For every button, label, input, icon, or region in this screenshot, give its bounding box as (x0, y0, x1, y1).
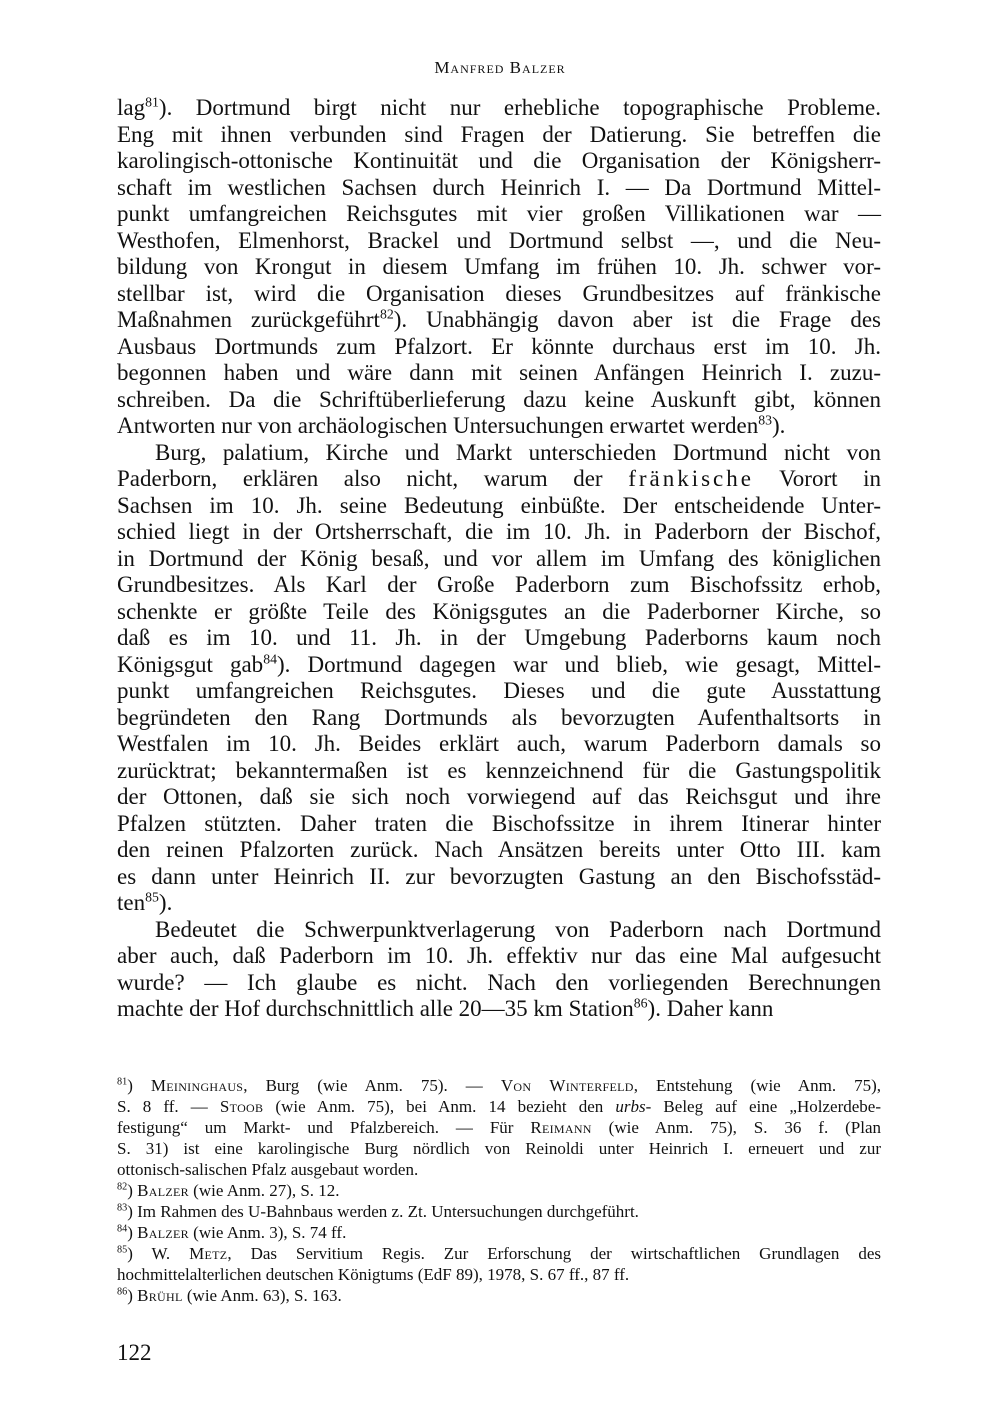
running-header: Manfred Balzer (434, 58, 566, 77)
footnotes (117, 1075, 881, 1306)
footnote-84: $^{84}$) Balzer (wie Anm. 3), S. 74 ff. (117, 1223, 347, 1242)
footnote-marker: 86 (117, 1286, 128, 1298)
footnote-reference: 86 (633, 995, 648, 1011)
author-name: Balzer (137, 1181, 189, 1200)
body-line: schaft im westlichen Sachsen durch Heinrich I. — Da Dortmund Mittel- (117, 174, 881, 200)
footnote-86: $^{86}$) Brühl (wie Anm. 63), S. 163. (117, 1286, 342, 1305)
body-line: ten$^{85}$). (117, 889, 173, 915)
footnote-81-line-2: S. 8 ff. — Stoob (wie Anm. 75), bei Anm. 14 bezieht den urbs- Beleg auf eine „Holzerdebe- (117, 1097, 881, 1116)
body-line: lag$^{81}$). Dortmund birgt nicht nur erhebliche topographische Probleme. (117, 94, 881, 120)
author-name: Reimann (530, 1118, 592, 1137)
body-line: Pfalzen stützten. Daher traten die Bischofssitze in ihrem Itinerar hinter (117, 810, 881, 836)
body-line: Bedeutet die Schwerpunktverlagerung von Paderborn nach Dortmund (155, 916, 881, 942)
footnote-marker: 84 (117, 1223, 128, 1235)
body-line: Maßnahmen zurückgeführt$^{82}$). Unabhängig davon aber ist die Frage des (117, 306, 881, 332)
footnote-reference: 84 (263, 650, 277, 666)
body-line: schenkte er größte Teile des Königsgutes an die Paderborner Kirche, so (117, 598, 881, 624)
body-line: schreiben. Da die Schriftüberlieferung dazu keine Auskunft gibt, können (117, 386, 881, 412)
body-line: Antworten nur von archäologischen Untersuchungen erwartet werden$^{83}$). (117, 412, 786, 438)
body-line: punkt umfangreichen Reichsgutes. Dieses und die gute Ausstattung (117, 678, 881, 703)
body-line: Burg, palatium, Kirche und Markt unterschieden Dortmund nicht von (155, 439, 881, 465)
footnote-marker: 85 (117, 1244, 128, 1256)
main-text (117, 95, 881, 1023)
footnote-85-line-1: $^{85}$) W. Metz, Das Servitium Regis. Zur Erforschung der wirtschaftlichen Grundlagen des (117, 1244, 881, 1263)
body-line: es dann unter Heinrich II. zur bevorzugten Gastung an den Bischofsstäd- (117, 863, 881, 889)
body-line: punkt umfangreichen Reichsgutes mit vier großen Villikationen war — (117, 201, 881, 226)
body-line: der Ottonen, daß sie sich noch vorwiegend auf das Reichsgut und ihre (117, 784, 881, 809)
body-line: begonnen haben und wäre dann mit seinen Anfängen Heinrich I. zuzu- (117, 360, 881, 385)
footnote-85-line-2: hochmittelalterlichen deutschen Königtums (EdF 89), 1978, S. 67 ff., 87 ff. (117, 1265, 630, 1284)
body-line: begründeten den Rang Dortmunds als bevorzugten Aufenthaltsorts in (117, 704, 881, 730)
body-line: stellbar ist, wird die Organisation dieses Grundbesitzes auf fränkische (117, 280, 881, 306)
body-line: Sachsen im 10. Jh. seine Bedeutung einbüßte. Der entscheidende Unter- (117, 492, 881, 518)
author-name: Stoob (219, 1097, 264, 1116)
body-line: schied liegt in der Ortsherrschaft, die im 10. Jh. in Paderborn der Bischof, (117, 519, 881, 544)
body-line: den reinen Pfalzorten zurück. Nach Ansätzen bereits unter Otto III. kam (117, 837, 881, 862)
body-line: bildung von Krongut in diesem Umfang im frühen 10. Jh. schwer vor- (117, 254, 881, 279)
footnote-marker: 82 (117, 1181, 128, 1193)
author-name: Von Winterfeld (500, 1076, 634, 1095)
body-line: Ausbaus Dortmunds zum Pfalzort. Er könnte durchaus erst im 10. Jh. (117, 333, 881, 359)
footnote-reference: 85 (145, 889, 159, 905)
footnote-marker: 81 (117, 1076, 128, 1088)
footnote-83: $^{83}$) Im Rahmen des U-Bahnbaus werden z. Zt. Untersuchungen durchgeführt. (117, 1202, 639, 1221)
footnote-reference: 83 (758, 412, 773, 428)
body-line: machte der Hof durchschnittlich alle 20—35 km Station$^{86}$). Daher kann (117, 995, 774, 1021)
body-line: Grundbesitzes. Als Karl der Große Paderborn zum Bischofssitz erhob, (117, 572, 881, 597)
body-line: Paderborn, erklären also nicht, warum der fränkische Vorort in (117, 466, 881, 491)
body-line: zurücktrat; bekanntermaßen ist es kennzeichnend für die Gastungspolitik (117, 757, 881, 783)
body-line: Westhofen, Elmenhorst, Brackel und Dortmund selbst —, und die Neu- (117, 227, 881, 253)
author-name: Metz (189, 1244, 228, 1263)
author-name: Balzer (137, 1223, 189, 1242)
footnote-marker: 83 (117, 1202, 128, 1214)
footnote-reference: 82 (379, 306, 394, 322)
body-line: wurde? — Ich glaube es nicht. Nach den vorliegenden Berechnungen (117, 969, 881, 995)
footnote-81-line-1: $^{81}$) Meininghaus, Burg (wie Anm. 75). — Von Winterfeld, Entstehung (wie Anm. 75), (117, 1076, 882, 1095)
footnote-81-line-3: festigung“ um Markt- und Pfalzbereich. — Für Reimann (wie Anm. 75), S. 36 f. (Plan (117, 1118, 881, 1137)
body-line: daß es im 10. und 11. Jh. in der Umgebung Paderborns kaum noch (117, 625, 881, 650)
footnote-81-line-5: ottonisch-salischen Pfalz ausgebaut worden. (117, 1160, 419, 1179)
author-name: Meininghaus (150, 1076, 244, 1095)
author-name: Brühl (137, 1286, 183, 1305)
page-number: 122 (117, 1340, 152, 1365)
footnote-81-line-4: S. 31) ist eine karolingische Burg nördlich von Reinoldi unter Heinrich I. erneuert und zur (117, 1139, 881, 1158)
body-line: in Dortmund der König besaß, und vor allem im Umfang des königlichen (117, 545, 881, 571)
body-line: Westfalen im 10. Jh. Beides erklärt auch, warum Paderborn damals so (117, 731, 881, 756)
footnote-reference: 81 (145, 94, 159, 110)
emphasized-word: fränkische (628, 466, 754, 491)
body-line: karolingisch-ottonische Kontinuität und die Organisation der Königsherr- (117, 148, 881, 173)
body-line: aber auch, daß Paderborn im 10. Jh. effektiv nur das eine Mal aufgesucht (117, 943, 881, 968)
body-line: Königsgut gab$^{84}$). Dortmund dagegen war und blieb, wie gesagt, Mittel- (117, 650, 881, 677)
footnote-82: $^{82}$) Balzer (wie Anm. 27), S. 12. (117, 1181, 340, 1200)
body-line: Eng mit ihnen verbunden sind Fragen der Datierung. Sie betreffen die (117, 121, 881, 147)
